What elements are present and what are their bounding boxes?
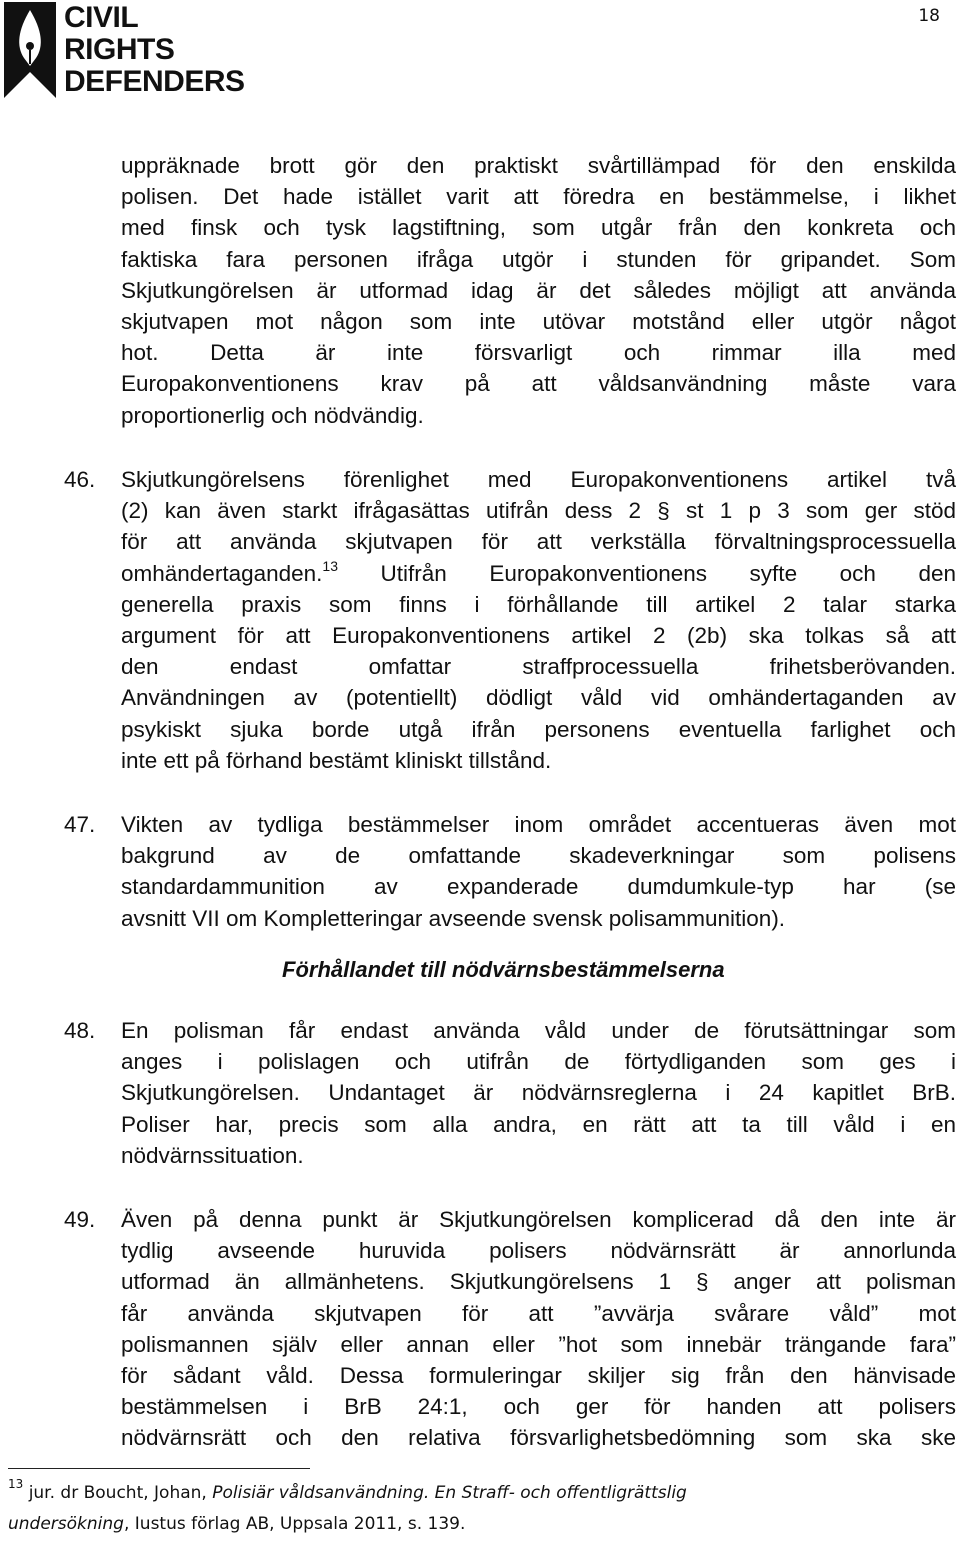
footnote-reference[interactable]: 13 xyxy=(322,557,338,574)
footnote-author: jur. dr Boucht, Johan, xyxy=(28,1483,207,1503)
text-line: nödvärnsrätt och den relativa försvarlighetsbedömning som ska ske xyxy=(121,1425,956,1451)
paragraph-48 xyxy=(121,1015,956,1171)
section-heading: Förhållandet till nödvärnsbestämmelserna xyxy=(282,957,725,982)
logo-line-civil: CIVIL xyxy=(64,1,139,34)
text-line: avsnitt VII om Kompletteringar avseende svensk polisammunition). xyxy=(121,905,786,931)
paragraph-number-48: 48. xyxy=(64,1018,96,1043)
text-line: Vikten av tydliga bestämmelser inom området accentueras även mot xyxy=(121,812,956,837)
text-line: psykiskt sjuka borde utgå ifrån personens eventuella farlighet och xyxy=(121,716,956,742)
text-line: Skjutkungörelsen. Undantaget är nödvärnsreglerna i 24 kapitlet BrB. xyxy=(121,1080,956,1106)
footnote-divider xyxy=(8,1468,310,1469)
text-line: Europakonventionens krav på att våldsanvändning måste vara xyxy=(121,371,956,397)
text-line: hot. Detta är inte försvarligt och rimmar illa med xyxy=(121,340,956,366)
text-line: inte ett på förhand bestämt kliniskt tillstånd. xyxy=(121,747,552,773)
paragraph-47 xyxy=(121,809,956,934)
text-line: den endast omfattar straffprocessuella frihetsberövanden. xyxy=(121,654,956,680)
text-line: för sådant våld. Dessa formuleringar skiljer sig från den hänvisade xyxy=(121,1363,956,1389)
paragraph-49 xyxy=(121,1204,956,1454)
text-fragment: omhändertaganden. xyxy=(121,560,323,586)
logo-line-defenders: DEFENDERS xyxy=(64,65,245,98)
text-line: får använda skjutvapen för att ”avvärja svårare våld” mot xyxy=(121,1300,956,1326)
paragraph-number-46: 46. xyxy=(64,467,96,492)
footnote-title-part-1: Polisiär våldsanvändning. En Straff- och offentligrättslig xyxy=(212,1483,687,1503)
footnote-line-1 xyxy=(8,1478,908,1509)
text-line: utformad än allmänhetens. Skjutkungörelsens 1 § anger att polisman xyxy=(121,1269,956,1295)
civil-rights-defenders-logo xyxy=(4,2,264,98)
text-line: nödvärnssituation. xyxy=(121,1142,304,1168)
text-line: polismannen själv eller annan eller ”hot som innebär trängande fara” xyxy=(121,1331,956,1357)
text-line: med finsk och tysk lagstiftning, som utgår från den konkreta och xyxy=(121,215,956,241)
paragraph-number-49: 49. xyxy=(64,1207,96,1232)
text-line: generella praxis som finns i förhållande till artikel 2 talar starka xyxy=(121,591,956,617)
text-line: (2) kan även starkt ifrågasättas utifrån dess 2 § st 1 p 3 som ger stöd xyxy=(121,498,956,524)
text-line: uppräknade brott gör den praktiskt svårtillämpad för den enskilda xyxy=(121,153,956,178)
text-line: Även på denna punkt är Skjutkungörelsen komplicerad då den inte är xyxy=(121,1207,956,1232)
logo-line-rights: RIGHTS xyxy=(64,33,175,66)
footnote-publisher: , Iustus förlag AB, Uppsala 2011, s. 139. xyxy=(123,1514,466,1534)
text-line-with-footnote xyxy=(121,558,956,589)
text-line: En polisman får endast använda våld under de förutsättningar som xyxy=(121,1018,956,1043)
paragraph-number-47: 47. xyxy=(64,812,96,837)
text-line: standardammunition av expanderade dumdumkule-typ har (se xyxy=(121,874,956,900)
text-line: Användningen av (potentiellt) dödligt våld vid omhändertaganden av xyxy=(121,685,956,711)
text-line: Poliser har, precis som alla andra, en rätt att ta till våld i en xyxy=(121,1111,956,1137)
text-line: proportionerlig och nödvändig. xyxy=(121,402,424,428)
text-line: Skjutkungörelsen är utformad idag är det således möjligt att använda xyxy=(121,277,956,303)
text-line: bestämmelsen i BrB 24:1, och ger för handen att polisers xyxy=(121,1394,956,1420)
text-line: faktiska fara personen ifråga utgör i stunden för gripandet. Som xyxy=(121,246,956,272)
page-number: 18 xyxy=(918,6,940,26)
text-line: polisen. Det hade istället varit att föredra en bestämmelse, i likhet xyxy=(121,184,956,210)
footnote-number: 13 xyxy=(8,1477,24,1491)
text-line: skjutvapen mot någon som inte utövar motstånd eller utgör något xyxy=(121,309,956,335)
pen-nib-icon xyxy=(4,2,56,98)
text-line: bakgrund av de omfattande skadeverkningar som polisens xyxy=(121,843,956,869)
text-line: för att använda skjutvapen för att verkställa förvaltningsprocessuella xyxy=(121,529,956,555)
footnote-title-part-2: undersökning xyxy=(8,1514,124,1534)
paragraph-46 xyxy=(121,464,956,776)
text-line: anges i polislagen och utifrån de förtydliganden som ges i xyxy=(121,1049,956,1075)
text-fragment: Utifrån Europakonventionens syfte och den xyxy=(380,560,956,586)
footnote xyxy=(8,1478,908,1540)
text-line: argument för att Europakonventionens artikel 2 (2b) ska tolkas så att xyxy=(121,623,956,649)
footnote-line-2 xyxy=(8,1509,908,1540)
paragraph-intro xyxy=(121,150,956,431)
text-line: Skjutkungörelsens förenlighet med Europakonventionens artikel två xyxy=(121,467,956,492)
text-line: tydlig avseende huruvida polisers nödvärnsrätt är annorlunda xyxy=(121,1238,956,1264)
